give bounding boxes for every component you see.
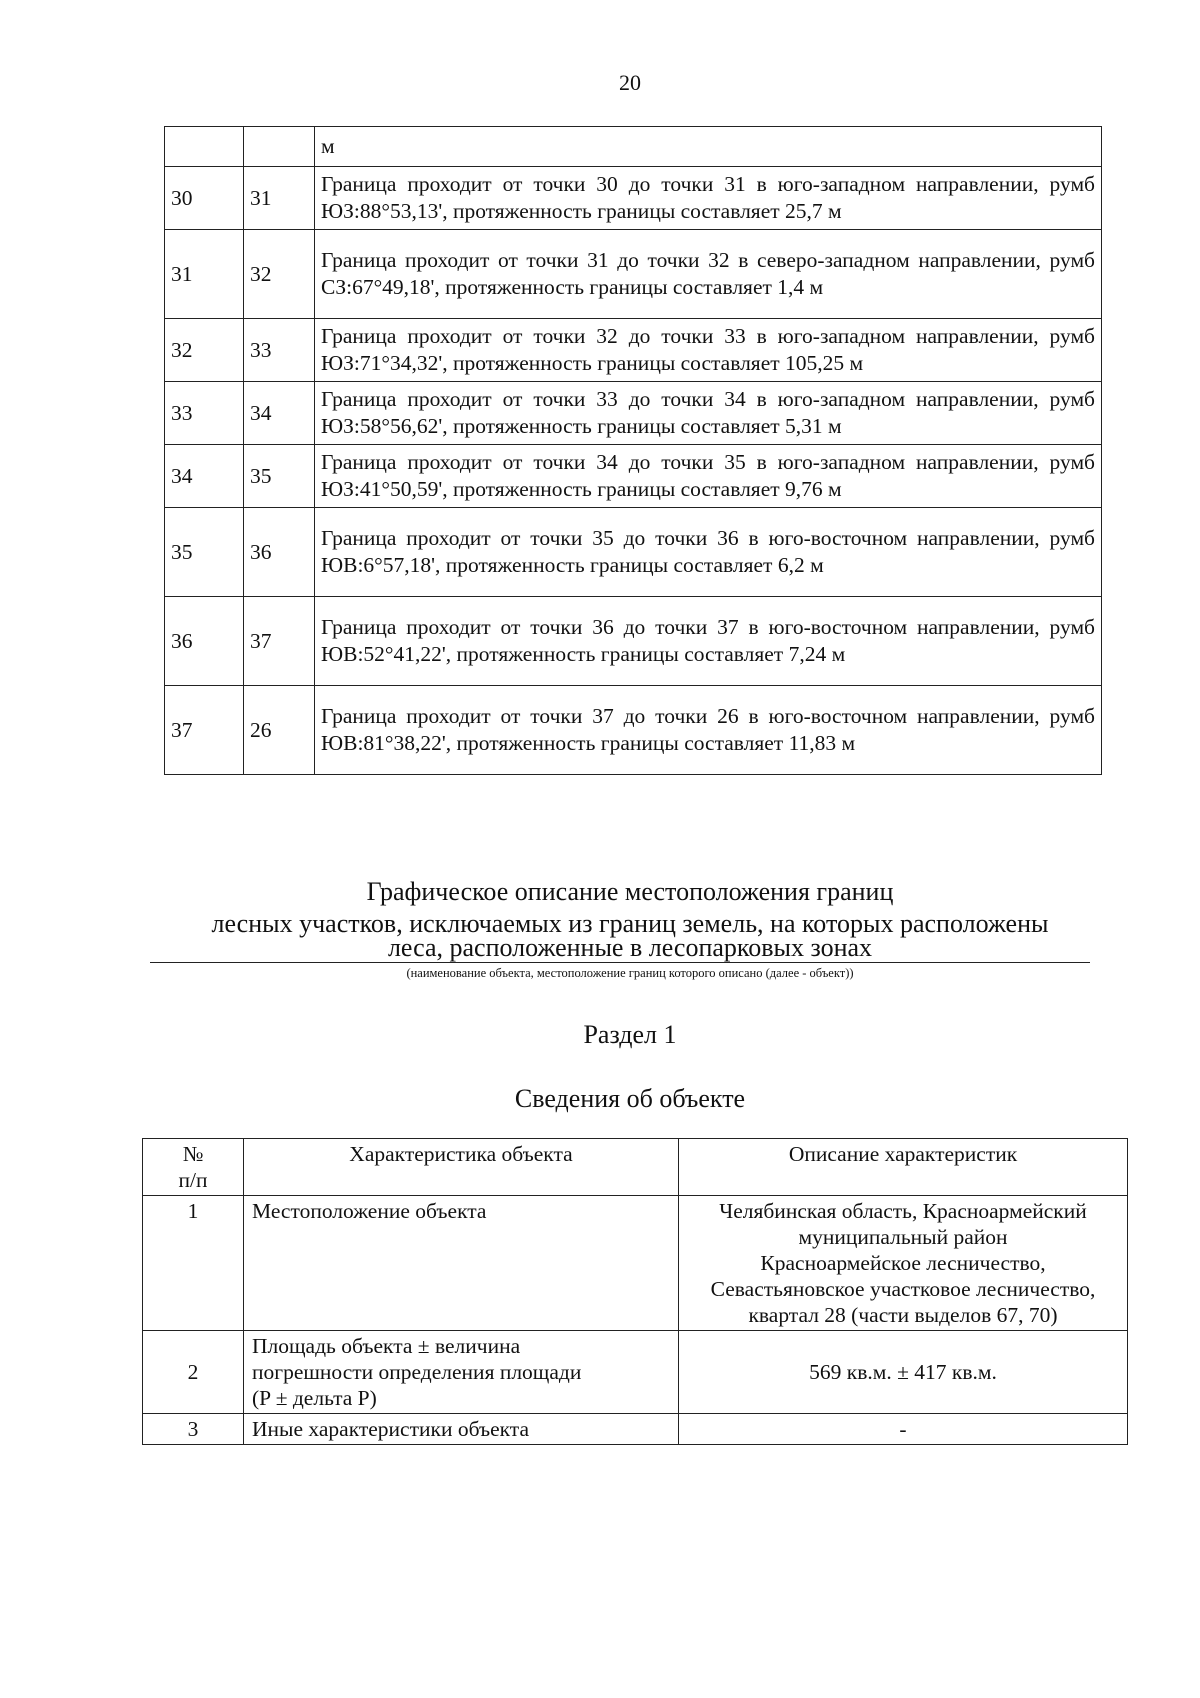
boundary-table <box>164 126 1102 775</box>
boundary-row <box>165 382 1102 445</box>
boundary-point-from: 32 <box>165 319 244 382</box>
boundary-point-to: 26 <box>244 686 315 775</box>
object-info-header-row <box>143 1139 1128 1196</box>
object-info-table <box>142 1138 1128 1445</box>
object-info-characteristic <box>244 1196 679 1331</box>
title-caption: (наименование объекта, местоположение границ которого описано (далее - объект)) <box>406 966 854 980</box>
description-line: муниципальный район <box>798 1225 1008 1249</box>
header-characteristic: Характеристика объекта <box>244 1139 679 1196</box>
boundary-point-from: 35 <box>165 508 244 597</box>
boundary-point-to: 37 <box>244 597 315 686</box>
description-line: 569 кв.м. ± 417 кв.м. <box>809 1360 997 1384</box>
document-title-line-2: лесных участков, исключаемых из границ земель, на которых расположены <box>211 909 1049 938</box>
boundary-point-to: 34 <box>244 382 315 445</box>
object-info-number: 2 <box>143 1331 244 1414</box>
boundary-point-to: 36 <box>244 508 315 597</box>
description-line: квартал 28 (части выделов 67, 70) <box>748 1303 1058 1327</box>
section-label: Раздел 1 <box>583 1020 677 1049</box>
object-info-characteristic <box>244 1414 679 1445</box>
boundary-point-from <box>165 127 244 167</box>
characteristic-line: Площадь объекта ± величина <box>252 1334 521 1358</box>
document-title-line-3: леса, расположенные в лесопарковых зонах <box>387 933 873 962</box>
boundary-point-from: 37 <box>165 686 244 775</box>
characteristic-line: Местоположение объекта <box>252 1199 487 1223</box>
boundary-point-to <box>244 127 315 167</box>
boundary-row <box>165 127 1102 167</box>
object-info-row <box>143 1196 1128 1331</box>
description-line: Челябинская область, Красноармейский <box>719 1199 1087 1223</box>
boundary-row <box>165 230 1102 319</box>
characteristic-line: Иные характеристики объекта <box>252 1417 530 1441</box>
object-info-number: 3 <box>143 1414 244 1445</box>
object-info-characteristic <box>244 1331 679 1414</box>
boundary-description: Граница проходит от точки 31 до точки 32 в северо-западном направлении, румб СЗ:67°49,18', протяженность границы составляет 1,4 м <box>315 230 1102 319</box>
boundary-row <box>165 508 1102 597</box>
boundary-description: Граница проходит от точки 37 до точки 26 в юго-восточном направлении, румб ЮВ:81°38,22', протяженность границы составляет 11,83 м <box>315 686 1102 775</box>
boundary-row <box>165 686 1102 775</box>
header-description: Описание характеристик <box>679 1139 1128 1196</box>
boundary-description: Граница проходит от точки 35 до точки 36 в юго-восточном направлении, румб ЮВ:6°57,18', протяженность границы составляет 6,2 м <box>315 508 1102 597</box>
object-info-description <box>679 1331 1128 1414</box>
boundary-description: Граница проходит от точки 30 до точки 31 в юго-западном направлении, румб ЮЗ:88°53,13', протяженность границы составляет 25,7 м <box>315 167 1102 230</box>
page-number: 20 <box>619 70 641 95</box>
header-number-line-1: № <box>182 1142 204 1166</box>
boundary-row <box>165 167 1102 230</box>
object-info-description <box>679 1196 1128 1331</box>
boundary-description: Граница проходит от точки 32 до точки 33 в юго-западном направлении, румб ЮЗ:71°34,32', протяженность границы составляет 105,25 м <box>315 319 1102 382</box>
boundary-point-from: 30 <box>165 167 244 230</box>
header-number <box>143 1139 244 1196</box>
object-info-description <box>679 1414 1128 1445</box>
description-line: Красноармейское лесничество, <box>760 1251 1046 1275</box>
boundary-row <box>165 319 1102 382</box>
boundary-point-from: 33 <box>165 382 244 445</box>
object-info-table-body <box>143 1196 1128 1445</box>
description-line: - <box>899 1417 907 1441</box>
boundary-row <box>165 597 1102 686</box>
boundary-point-from: 31 <box>165 230 244 319</box>
description-line: Севастьяновское участковое лесничество, <box>710 1277 1096 1301</box>
boundary-point-from: 36 <box>165 597 244 686</box>
boundary-description: Граница проходит от точки 34 до точки 35 в юго-западном направлении, румб ЮЗ:41°50,59', протяженность границы составляет 9,76 м <box>315 445 1102 508</box>
boundary-point-from: 34 <box>165 445 244 508</box>
object-info-number: 1 <box>143 1196 244 1331</box>
document-title-line-1: Графическое описание местоположения границ <box>366 877 894 906</box>
boundary-row <box>165 445 1102 508</box>
boundary-table-body <box>165 127 1102 775</box>
boundary-description: Граница проходит от точки 33 до точки 34 в юго-западном направлении, румб ЮЗ:58°56,62', протяженность границы составляет 5,31 м <box>315 382 1102 445</box>
object-info-row <box>143 1331 1128 1414</box>
object-info-row <box>143 1414 1128 1445</box>
section-subtitle: Сведения об объекте <box>514 1084 746 1113</box>
boundary-point-to: 31 <box>244 167 315 230</box>
header-number-line-2: п/п <box>178 1168 208 1192</box>
boundary-description: Граница проходит от точки 36 до точки 37 в юго-восточном направлении, румб ЮВ:52°41,22', протяженность границы составляет 7,24 м <box>315 597 1102 686</box>
characteristic-line: погрешности определения площади <box>252 1360 582 1384</box>
boundary-point-to: 32 <box>244 230 315 319</box>
title-underline <box>150 962 1090 963</box>
characteristic-line: (P ± дельта P) <box>252 1386 377 1410</box>
boundary-point-to: 35 <box>244 445 315 508</box>
boundary-description: м <box>315 127 1102 167</box>
boundary-point-to: 33 <box>244 319 315 382</box>
